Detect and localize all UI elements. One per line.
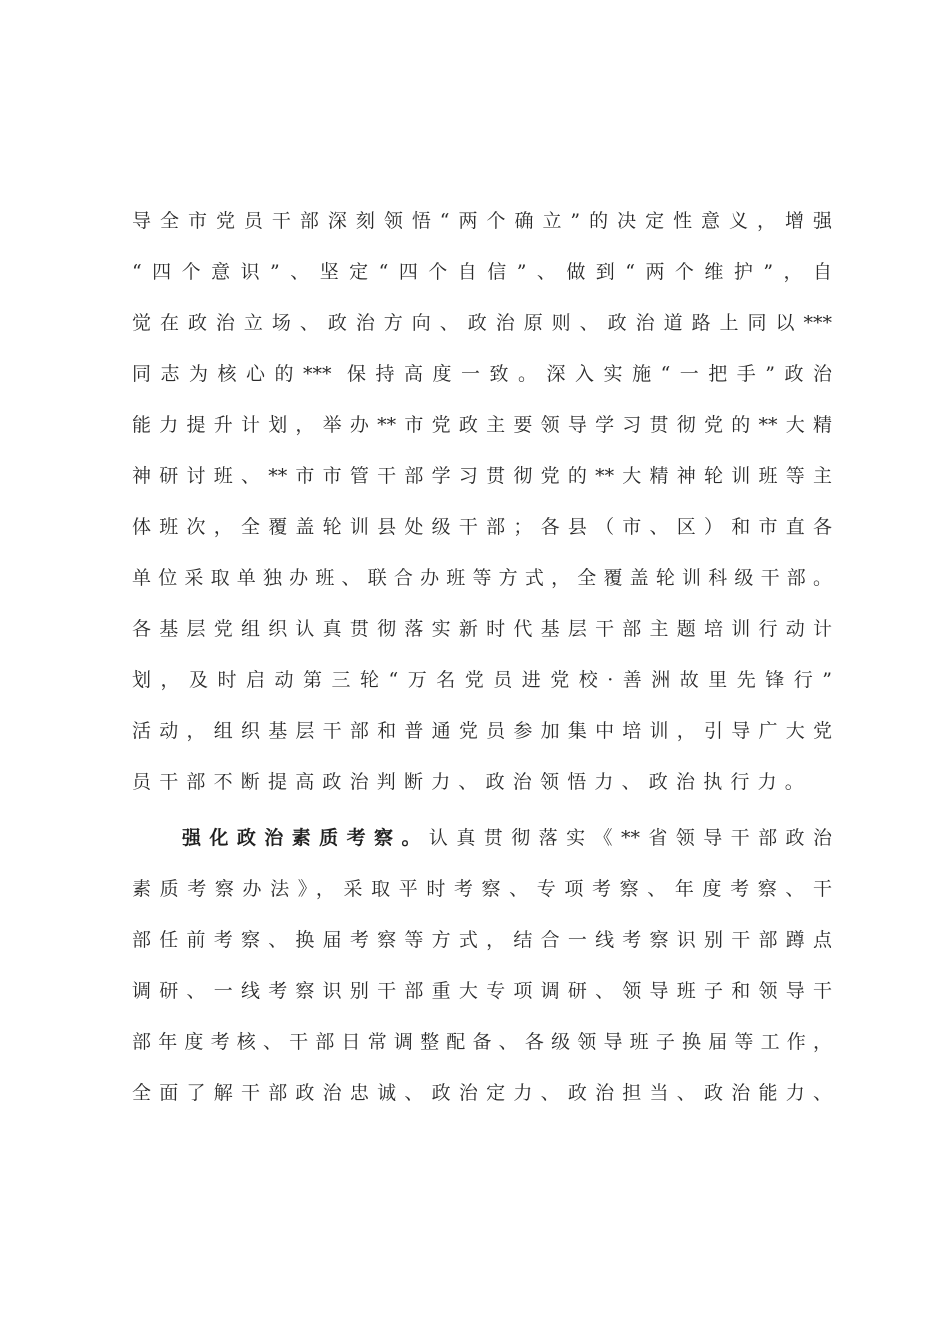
text-line: 划，及时启动第三轮“万名党员进党校·善洲故里先锋行”: [132, 669, 832, 691]
paragraph-political-training: [132, 196, 832, 808]
text-line: 部任前考察、换届考察等方式，结合一线考察识别干部蹲点: [132, 929, 832, 951]
text-line: 单位采取单独办班、联合办班等方式，全覆盖轮训科级干部。: [132, 567, 832, 589]
text-line: “四个意识”、坚定“四个自信”、做到“两个维护”，自: [132, 261, 832, 283]
text-line: 部年度考核、干部日常调整配备、各级领导班子换届等工作，: [132, 1031, 832, 1053]
text-line: 员干部不断提高政治判断力、政治领悟力、政治执行力。: [132, 771, 813, 793]
paragraph-lead-heading: 强化政治素质考察。: [182, 827, 429, 849]
text-line: 同志为核心的*** 保持高度一致。深入实施“一把手”政治: [132, 363, 832, 385]
text-line: 能力提升计划，举办**市党政主要领导学习贯彻党的**大精: [132, 414, 832, 436]
text-line: 各基层党组织认真贯彻落实新时代基层干部主题培训行动计: [132, 618, 832, 640]
paragraph-first-line: [132, 813, 832, 864]
text-line: 调研、一线考察识别干部重大专项调研、领导班子和领导干: [132, 980, 832, 1002]
text-line: 体班次，全覆盖轮训县处级干部；各县（市、区）和市直各: [132, 516, 832, 538]
text-line: 活动，组织基层干部和普通党员参加集中培训，引导广大党: [132, 720, 832, 742]
text-line: 素质考察办法》，采取平时考察、专项考察、年度考察、干: [132, 878, 832, 900]
text-line: 觉在政治立场、政治方向、政治原则、政治道路上同以***: [132, 312, 832, 334]
text-line: 全面了解干部政治忠诚、政治定力、政治担当、政治能力、: [132, 1082, 832, 1104]
text-line: 导全市党员干部深刻领悟“两个确立”的决定性意义，增强: [132, 210, 832, 232]
text-line: 神研讨班、**市市管干部学习贯彻党的**大精神轮训班等主: [132, 465, 832, 487]
paragraph-first-line-text: 认真贯彻落实《**省领导干部政治: [428, 827, 832, 849]
paragraph-political-quality-review: [132, 813, 832, 1119]
